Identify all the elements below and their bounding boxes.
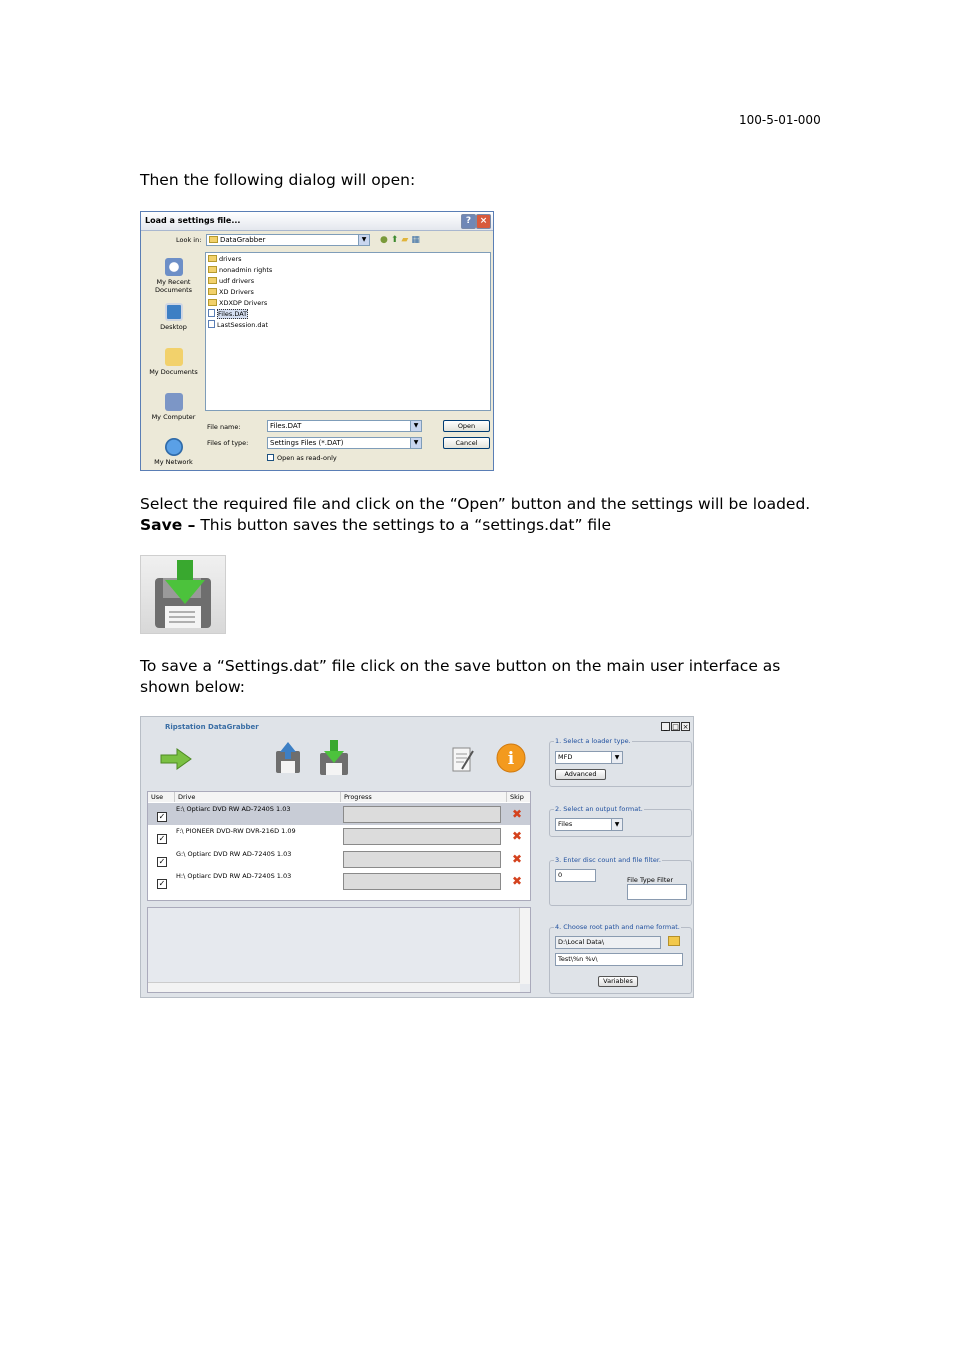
name-format-input[interactable]: Test\%n %v\ — [555, 953, 683, 966]
start-arrow-icon[interactable] — [159, 747, 193, 771]
save-icon-figure — [140, 555, 226, 634]
document-id: 100-5-01-000 — [739, 113, 821, 127]
skip-icon[interactable]: ✖ — [511, 807, 523, 821]
list-item[interactable] — [208, 288, 254, 297]
group-title: 2. Select an output format. — [555, 805, 643, 813]
place-my-network[interactable] — [145, 438, 202, 466]
places-bar — [145, 252, 202, 467]
chevron-down-icon[interactable]: ▼ — [611, 752, 622, 763]
place-label: My Network — [154, 458, 193, 466]
loader-type-value: MFD — [558, 753, 573, 761]
file-name: nonadmin rights — [219, 266, 273, 274]
close-button[interactable]: × — [476, 214, 491, 229]
browse-folder-icon[interactable] — [668, 936, 680, 946]
file-name: XDXDP Drivers — [219, 299, 268, 307]
file-type-filter-input[interactable] — [627, 884, 687, 900]
folder-icon — [208, 266, 217, 273]
file-name: udf drivers — [219, 277, 255, 285]
list-item[interactable] — [208, 266, 272, 275]
output-format-group — [549, 805, 692, 837]
skip-icon[interactable]: ✖ — [511, 874, 523, 888]
drive-name: E:\ Optiarc DVD RW AD-7240S 1.03 — [176, 805, 291, 813]
close-button[interactable]: × — [682, 723, 689, 731]
place-recent-documents[interactable] — [145, 258, 202, 294]
svg-text:i: i — [507, 749, 515, 769]
place-label: Documents — [154, 286, 193, 294]
up-folder-icon[interactable]: ⬆ — [390, 235, 402, 245]
recent-documents-icon — [165, 258, 183, 276]
folder-icon — [208, 288, 217, 295]
file-list[interactable] — [205, 252, 491, 411]
horizontal-scrollbar[interactable] — [148, 982, 520, 992]
table-row[interactable] — [148, 803, 530, 825]
column-header-drive: Drive — [175, 792, 341, 802]
progress-bar — [343, 806, 501, 823]
loader-type-select[interactable] — [555, 751, 623, 764]
info-icon[interactable] — [495, 742, 527, 774]
disc-count-group — [549, 856, 692, 906]
window-controls — [660, 722, 690, 731]
file-name: drivers — [219, 255, 242, 263]
look-in-label: Look in: — [176, 236, 202, 244]
read-only-label: Open as read-only — [277, 454, 337, 462]
disc-count-input[interactable]: 0 — [555, 869, 596, 882]
read-only-checkbox[interactable] — [267, 454, 274, 461]
group-title: 1. Select a loader type. — [555, 737, 631, 745]
progress-bar — [343, 828, 501, 845]
file-icon — [208, 320, 215, 328]
view-menu-icon[interactable]: ▦ — [411, 235, 423, 245]
minimize-button[interactable]: _ — [661, 722, 670, 731]
place-my-computer[interactable] — [145, 393, 202, 421]
group-title: 4. Choose root path and name format. — [555, 923, 680, 931]
my-computer-icon — [165, 393, 183, 411]
save-instruction-line2: shown below: — [140, 678, 246, 696]
look-in-combo[interactable] — [206, 234, 370, 246]
advanced-button[interactable]: Advanced — [555, 769, 606, 780]
drive-name: F:\ PIONEER DVD-RW DVR-216D 1.09 — [176, 827, 296, 835]
root-path-input[interactable]: D:\Local Data\ — [555, 936, 661, 949]
output-format-select[interactable] — [555, 818, 623, 831]
file-name-input[interactable] — [267, 420, 422, 432]
place-label: My Recent — [156, 278, 191, 286]
column-header-skip: Skip — [507, 792, 530, 802]
save-instruction-line1: To save a “Settings.dat” file click on the save button on the main user interface as — [140, 657, 781, 675]
skip-icon[interactable]: ✖ — [511, 829, 523, 843]
use-checkbox[interactable]: ✓ — [158, 834, 166, 843]
folder-icon — [208, 255, 217, 262]
chevron-down-icon[interactable]: ▼ — [410, 438, 421, 448]
save-description-text: This button saves the settings to a “settings.dat” file — [195, 516, 612, 534]
file-type-select[interactable] — [267, 437, 422, 449]
table-row[interactable] — [148, 825, 530, 847]
folder-icon — [209, 236, 218, 243]
help-button[interactable]: ? — [461, 214, 476, 229]
maximize-button[interactable]: □ — [672, 723, 679, 731]
folder-icon — [208, 277, 217, 284]
loader-type-group — [549, 737, 692, 787]
dialog-titlebar — [141, 212, 493, 231]
place-label: My Documents — [149, 368, 198, 376]
open-button[interactable]: Open — [443, 420, 490, 432]
list-item[interactable] — [208, 309, 248, 319]
log-panel[interactable] — [147, 907, 531, 993]
use-checkbox[interactable]: ✓ — [158, 879, 166, 888]
list-item[interactable] — [208, 255, 242, 264]
select-file-paragraph: Select the required file and click on the “Open” button and the settings will be loaded. — [140, 495, 811, 513]
output-format-value: Files — [558, 820, 573, 828]
skip-icon[interactable]: ✖ — [511, 852, 523, 866]
place-desktop[interactable] — [145, 303, 202, 331]
place-my-documents[interactable] — [145, 348, 202, 376]
intro-paragraph: Then the following dialog will open: — [140, 171, 416, 189]
place-label: My Computer — [151, 413, 196, 421]
drive-name: G:\ Optiarc DVD RW AD-7240S 1.03 — [176, 850, 292, 858]
column-header-use: Use — [148, 792, 175, 802]
app-title: Ripstation DataGrabber — [165, 723, 259, 731]
dialog-nav-icons — [380, 235, 423, 245]
file-type-value: Settings Files (*.DAT) — [270, 439, 344, 447]
table-row[interactable] — [148, 848, 530, 870]
back-icon[interactable]: ● — [380, 235, 391, 245]
chevron-down-icon[interactable]: ▼ — [358, 235, 369, 245]
column-header-progress: Progress — [341, 792, 507, 802]
save-term: Save – — [140, 516, 196, 534]
list-item[interactable] — [208, 299, 267, 308]
save-icon — [141, 556, 227, 635]
drive-name: H:\ Optiarc DVD RW AD-7240S 1.03 — [176, 872, 292, 880]
file-type-filter-label: File Type Filter — [627, 876, 674, 884]
look-in-value: DataGrabber — [220, 236, 266, 244]
chevron-down-icon[interactable]: ▼ — [410, 421, 421, 431]
vertical-scrollbar[interactable] — [519, 908, 530, 984]
desktop-icon — [165, 303, 183, 321]
use-checkbox[interactable]: ✓ — [158, 857, 166, 866]
file-name: Files.DAT — [218, 310, 248, 318]
cancel-button[interactable]: Cancel — [443, 437, 490, 449]
load-settings-dialog — [140, 211, 494, 471]
variables-button[interactable]: Variables — [598, 976, 638, 987]
progress-bar — [343, 873, 501, 890]
root-path-group — [549, 923, 692, 994]
list-item[interactable] — [208, 320, 268, 330]
list-item[interactable] — [208, 277, 254, 286]
new-folder-icon[interactable]: ▰ — [401, 235, 412, 245]
table-row[interactable] — [148, 870, 530, 892]
my-network-icon — [165, 438, 183, 456]
group-title: 3. Enter disc count and file filter. — [555, 856, 661, 864]
file-type-label: Files of type: — [207, 439, 249, 447]
save-settings-icon[interactable] — [318, 739, 352, 777]
folder-icon — [208, 299, 217, 306]
save-description — [140, 515, 611, 536]
drive-grid — [147, 791, 531, 901]
dialog-title: Load a settings file... — [145, 216, 241, 225]
file-name: XD Drivers — [219, 288, 254, 296]
use-checkbox[interactable]: ✓ — [158, 812, 166, 821]
progress-bar — [343, 851, 501, 868]
chevron-down-icon[interactable]: ▼ — [611, 819, 622, 830]
report-icon[interactable] — [450, 745, 476, 775]
place-label: Desktop — [160, 323, 187, 331]
my-documents-icon — [165, 348, 183, 366]
file-name: LastSession.dat — [217, 321, 269, 329]
load-settings-icon[interactable] — [274, 741, 304, 775]
datagrabber-window — [140, 716, 694, 998]
file-icon — [208, 309, 215, 317]
file-name-label: File name: — [207, 423, 241, 431]
file-name-value: Files.DAT — [270, 422, 302, 430]
